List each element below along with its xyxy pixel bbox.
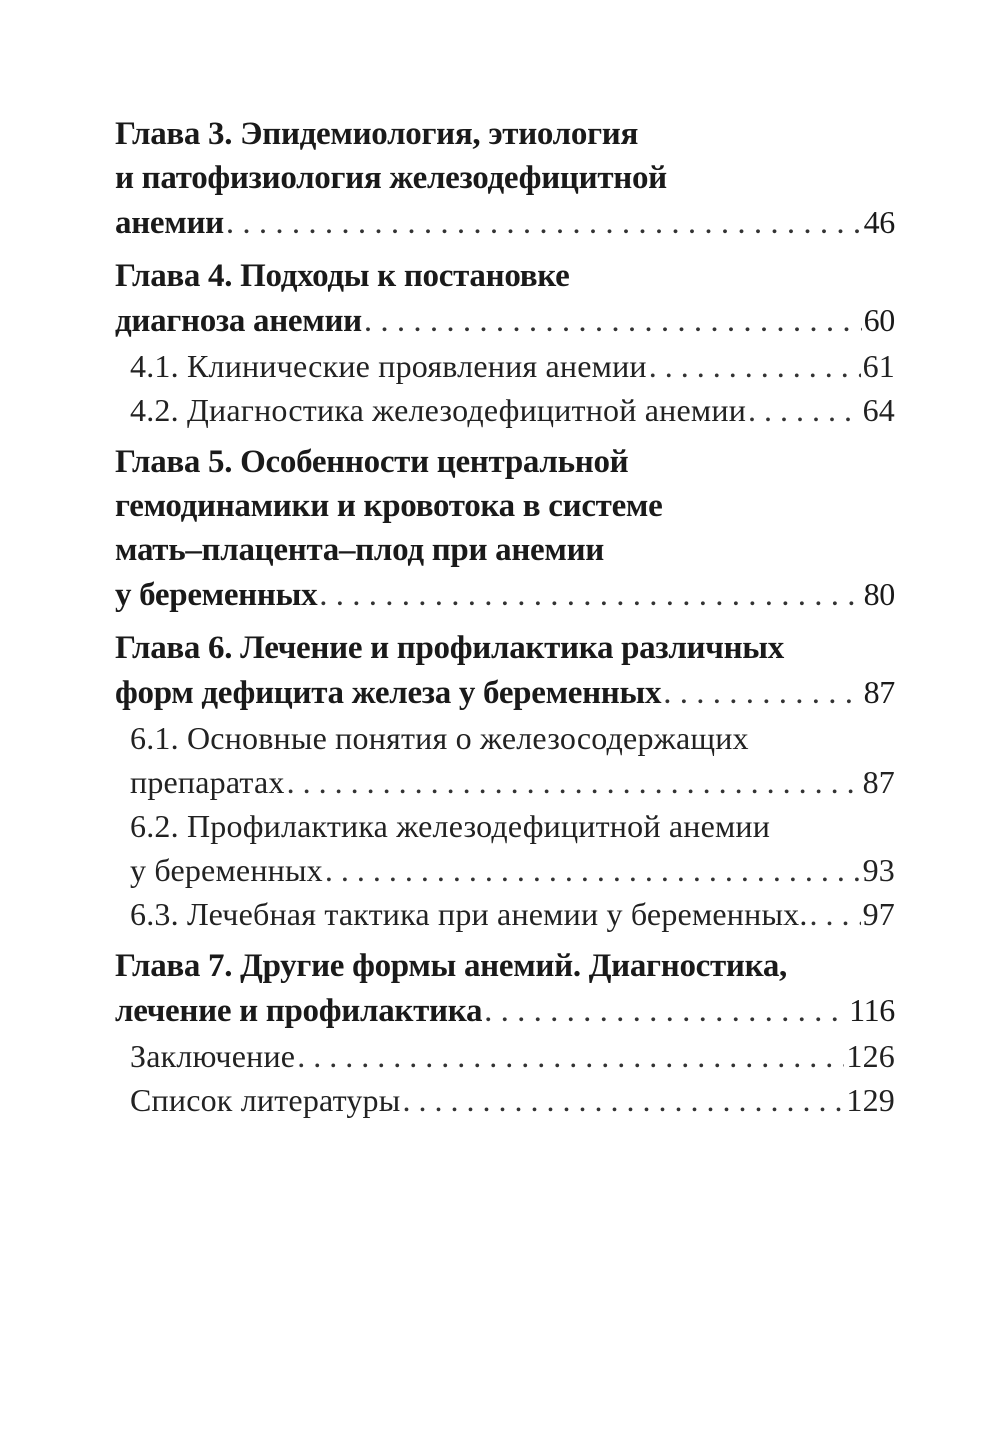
dot-leader xyxy=(287,760,861,804)
dot-leader xyxy=(297,1034,844,1078)
dot-leader xyxy=(319,573,861,617)
toc-entry-text: мать–плацента–плод при анемии xyxy=(115,532,604,568)
toc-entry-text: у беременных xyxy=(115,577,318,613)
toc-entry-section-6-2 xyxy=(115,804,895,892)
toc-entry-section-6-3 xyxy=(115,892,895,936)
toc-entry-text: 4.2. Диагностика железодефицитной анемии xyxy=(130,392,747,428)
toc-entry-text: диагноза анемии xyxy=(115,303,362,339)
toc-entry-chapter-4 xyxy=(115,254,895,342)
page-number: 126 xyxy=(846,1038,895,1074)
dot-leader xyxy=(484,989,847,1033)
toc-entry-section-4-2 xyxy=(115,388,895,432)
toc-entry-text: Глава 4. Подходы к постановке xyxy=(115,258,570,294)
toc-entry-chapter-7 xyxy=(115,944,895,1032)
toc-entry-text: Глава 6. Лечение и профилактика различных xyxy=(115,630,784,666)
toc-entry-section-4-1 xyxy=(115,344,895,388)
toc-entry-chapter-5 xyxy=(115,440,895,616)
toc-entry-text: 6.2. Профилактика железодефицитной анемии xyxy=(130,808,771,844)
toc-entry-text: 6.3. Лечебная тактика при анемии у беременных. xyxy=(130,896,808,932)
dot-leader xyxy=(226,201,862,245)
dot-leader xyxy=(810,892,861,936)
dot-leader xyxy=(663,671,861,715)
toc-entry-chapter-6 xyxy=(115,626,895,714)
table-of-contents xyxy=(115,112,895,1122)
toc-entry-text: Глава 3. Эпидемиология, этиология xyxy=(115,116,639,152)
dot-leader xyxy=(364,299,862,343)
toc-entry-chapter-3 xyxy=(115,112,895,244)
toc-entry-conclusion xyxy=(115,1034,895,1078)
page-number: 61 xyxy=(862,348,895,384)
toc-entry-text: Глава 5. Особенности центральной xyxy=(115,444,629,480)
page-number: 64 xyxy=(862,392,895,428)
page-number: 87 xyxy=(862,764,895,800)
page-number: 60 xyxy=(863,302,895,338)
page-number: 46 xyxy=(863,204,895,240)
dot-leader xyxy=(325,848,861,892)
toc-entry-text: препаратах xyxy=(130,764,285,800)
dot-leader xyxy=(748,388,861,432)
toc-entry-text: анемии xyxy=(115,205,224,241)
toc-entry-text: и патофизиология железодефицитной xyxy=(115,160,667,196)
toc-entry-text: 4.1. Клинические проявления анемии xyxy=(130,348,647,384)
toc-entry-references xyxy=(115,1078,895,1122)
page-number: 129 xyxy=(846,1082,895,1118)
page-number: 97 xyxy=(862,896,895,932)
page-number: 87 xyxy=(863,674,895,710)
toc-entry-text: Глава 7. Другие формы анемий. Диагностика, xyxy=(115,948,787,984)
toc-entry-section-6-1 xyxy=(115,716,895,804)
toc-entry-text: у беременных xyxy=(130,852,323,888)
toc-entry-text: форм дефицита железа у беременных xyxy=(115,675,662,711)
page-number: 116 xyxy=(849,992,895,1028)
dot-leader xyxy=(649,344,861,388)
page-number: 80 xyxy=(863,576,895,612)
page-number: 93 xyxy=(862,852,895,888)
toc-entry-text: Заключение xyxy=(130,1038,296,1074)
toc-entry-text: 6.1. Основные понятия о железосодержащих xyxy=(130,720,749,756)
toc-entry-text: Список литературы xyxy=(130,1082,401,1118)
toc-entry-text: гемодинамики и кровотока в системе xyxy=(115,488,663,524)
dot-leader xyxy=(402,1078,844,1122)
toc-entry-text: лечение и профилактика xyxy=(115,993,483,1029)
